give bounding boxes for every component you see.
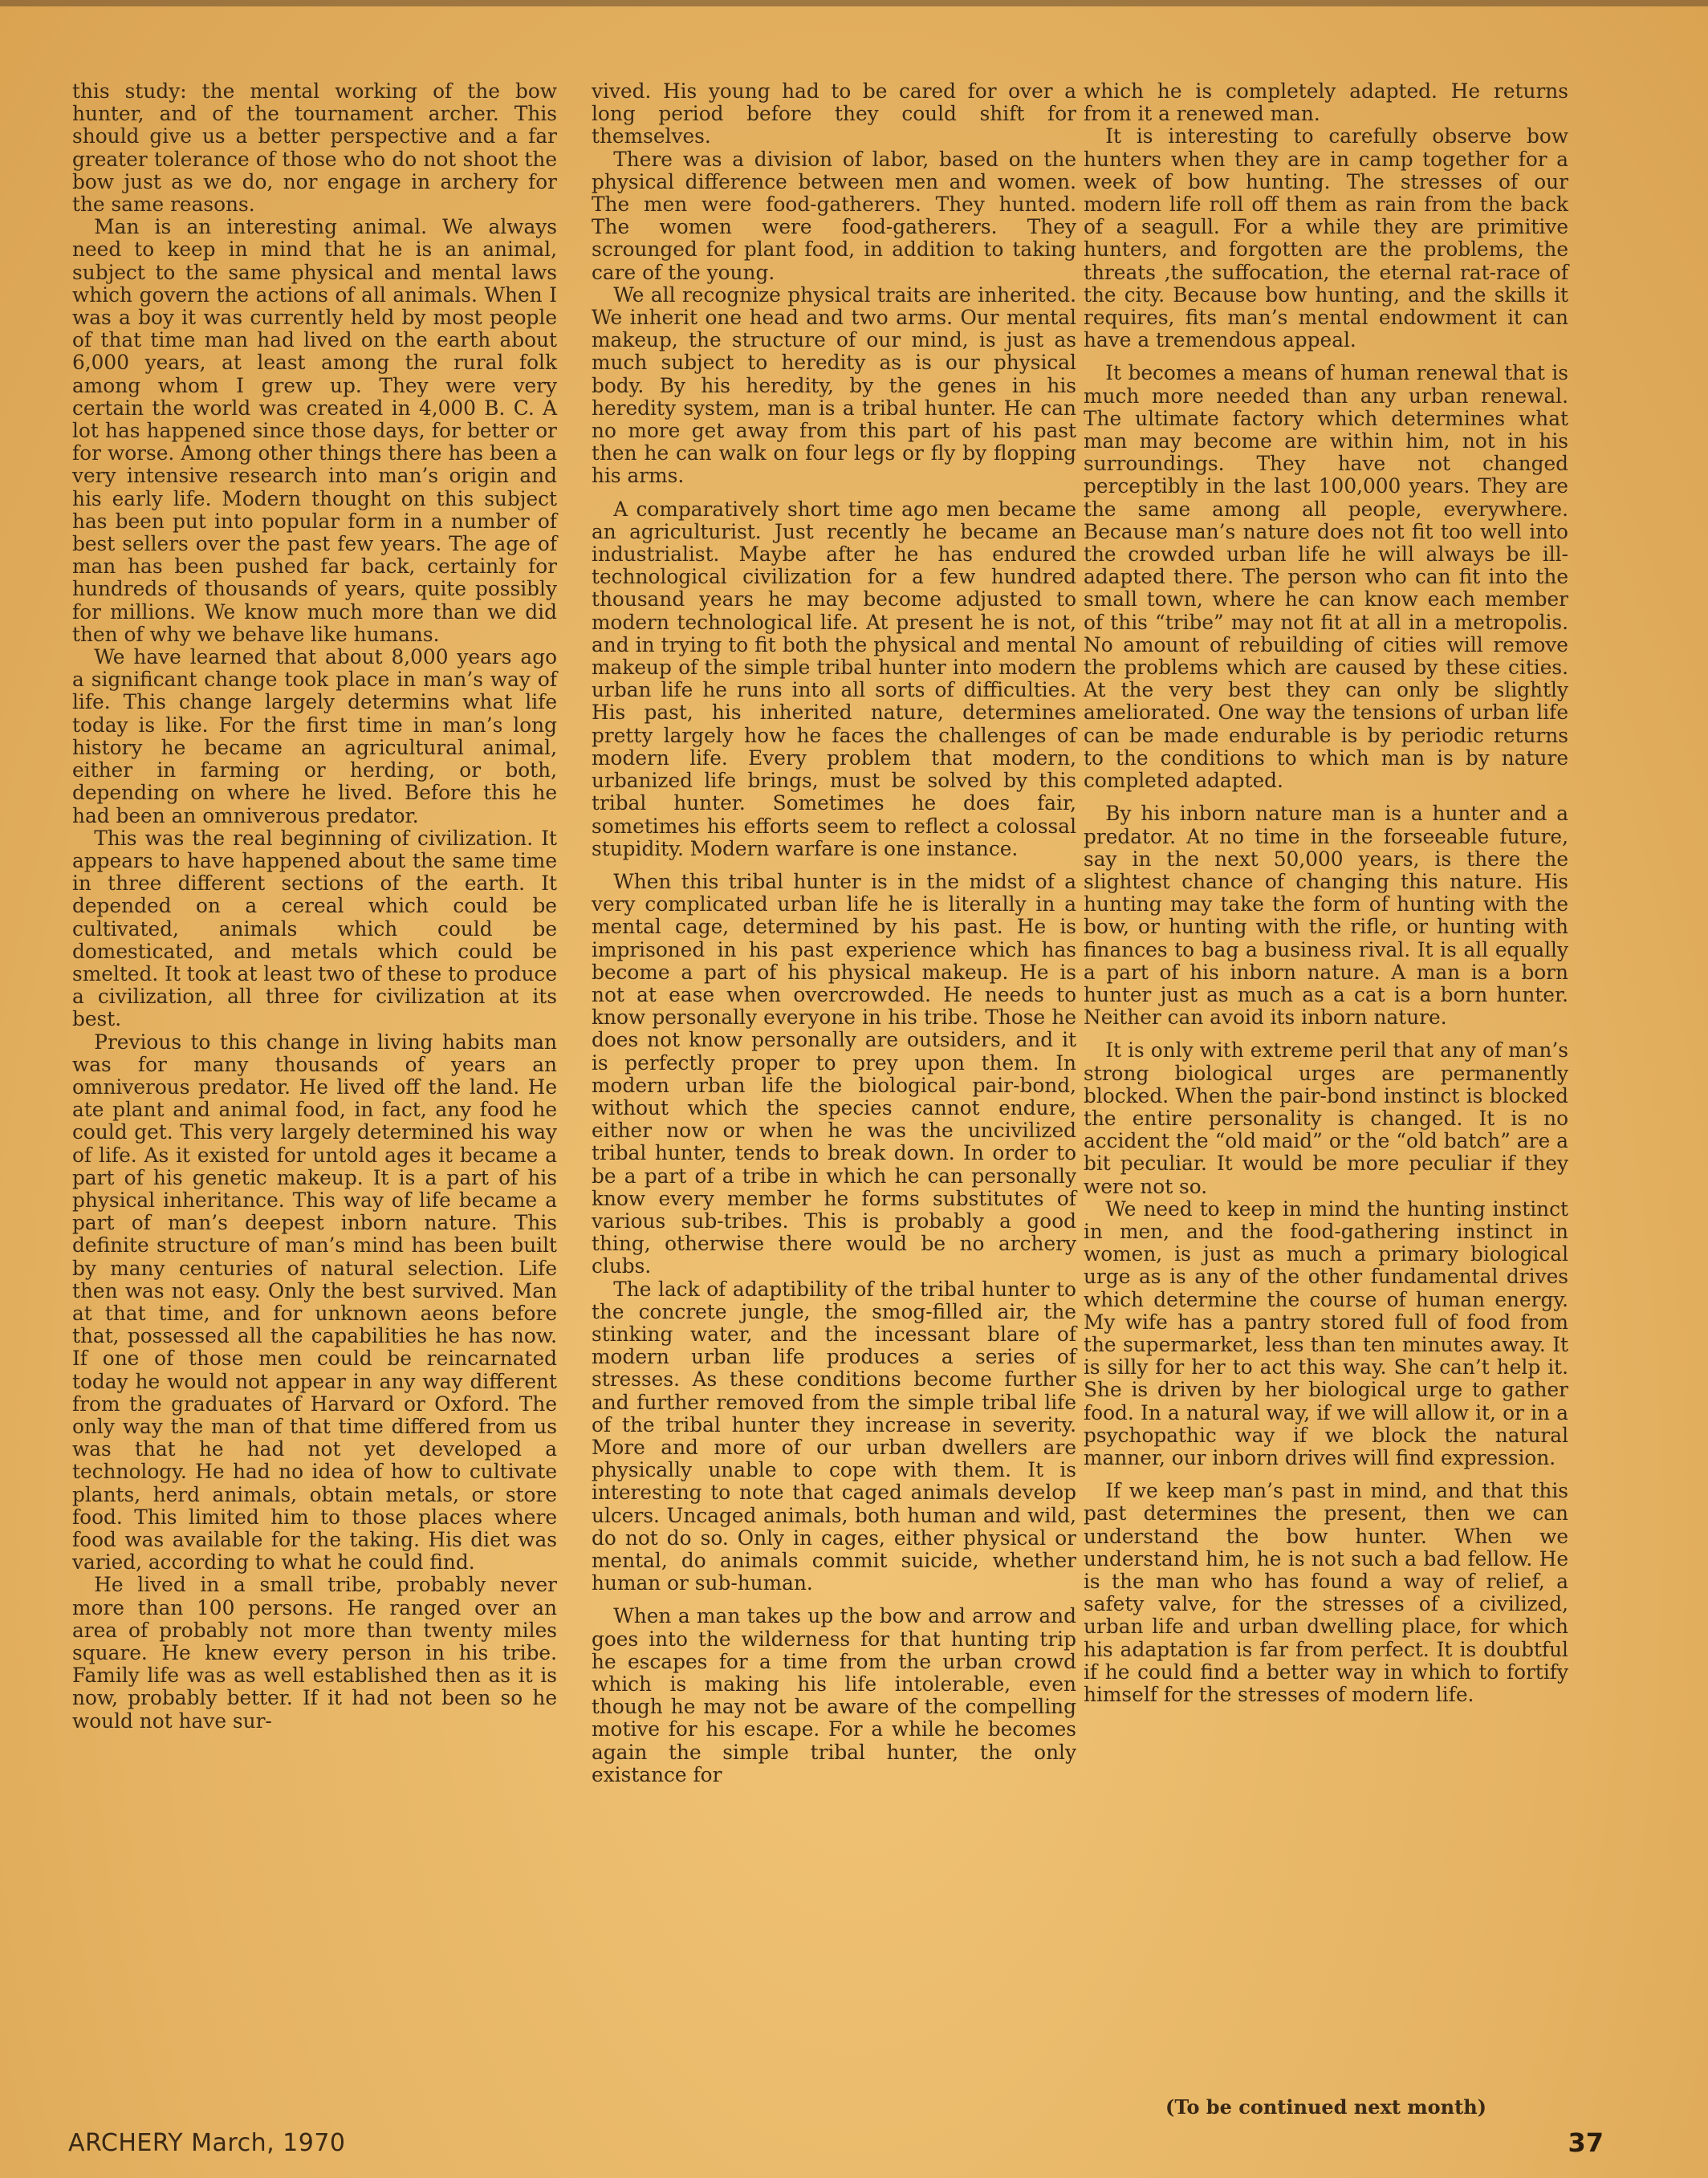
paragraph: A comparatively short time ago men became an agriculturist. Just recently he became an industrialist. Maybe after he has endured technological civilization for a few hundred thousand years he may become adjusted to modern technological life. At present he is not, and in trying to fit both the physical and mental makeup of the simple tribal hunter into modern urban life he runs into all sorts of difficulties. His past, his inherited nature, determines pretty largely how he faces the challenges of modern life. Every problem that modern, urbanized life brings, must be solved by this tribal hunter. Sometimes he does fair, sometimes his efforts seem to reflect a colossal stupidity. Modern warfare is one instance. <box>592 497 1076 860</box>
paragraph: The lack of adaptibility of the tribal hunter to the concrete jungle, the smog-filled air, the stinking water, and the incessant blare of modern urban life produces a series of stresses. As these conditions become further and further removed from the simple tribal life of the tribal hunter they increase in severity. More and more of our urban dwellers are physically unable to cope with them. It is interesting to note that caged animals develop ulcers. Uncaged animals, both human and wild, do not do so. Only in cages, either physical or mental, do animals commit suicide, whether human or sub-human. <box>592 1277 1076 1595</box>
paragraph: If we keep man’s past in mind, and that this past determines the present, then we can understand the bow hunter. When we understand him, he is not such a bad fellow. He is the man who has found a way of relief, a safety valve, for the stresses of a civilized, urban life and urban dwelling place, for which his adaptation is far from perfect. It is doubtful if he could find a better way in which to fortify himself for the stresses of modern life. <box>1084 1479 1568 1707</box>
magazine-name: ARCHERY <box>68 2129 184 2157</box>
paragraph: This was the real beginning of civilization. It appears to have happened about the same time in three different sections of the earth. It depended on a cereal which could be cultivated, animals which could be domesticated, and metals which could be smelted. It took at least two of these to produce a civilization, all three for civilization at its best. <box>72 826 557 1031</box>
paragraph: He lived in a small tribe, probably never more than 100 persons. He ranged over an area of probably not more than twenty miles square. He knew every person in his tribe. Family life was as well established then as it is now, probably better. If it had not been so he would not have sur- <box>72 1573 557 1733</box>
paragraph: Man is an interesting animal. We always need to keep in mind that he is an animal, subject to the same physical and mental laws which govern the actions of all animals. When I was a boy it was currently held by most people of that time man had lived on the earth about 6,000 years, at least among the rural folk among whom I grew up. They were very certain the world was created in 4,000 B. C. A lot has happened since those days, for better or for worse. Among other things there has been a very intensive research into man’s origin and his early life. Modern thought on this subject has been put into popular form in a number of best sellers over the past few years. The age of man has been pushed far back, certainly for hundreds of thousands of years, quite possibly for millions. We know much more than we did then of why we behave like humans. <box>72 215 557 646</box>
paragraph: this study: the mental working of the bow hunter, and of the tournament archer. This should give us a better perspective and a far greater tolerance of those who do not shoot the bow just as we do, nor engage in archery for the same reasons. <box>72 79 557 217</box>
paragraph: It is only with extreme peril that any of man’s strong biological urges are permanently blocked. When the pair-bond instinct is blocked the entire personality is changed. It is no accident the “old maid” or the “old batch” are a bit peculiar. It would be more peculiar if they were not so. <box>1084 1038 1568 1198</box>
continued-note: (To be continued next month) <box>1165 2095 1487 2119</box>
text-column-3 <box>1084 80 1568 1706</box>
paragraph: vived. His young had to be cared for over a long period before they could shift for themselves. <box>592 79 1076 148</box>
paragraph: It is interesting to carefully observe bow hunters when they are in camp together for a week of bow hunting. The stresses of our modern life roll off them as rain from the back of a seagull. For a while they are primitive hunters, and forgotten are the problems, the threats ,the suffocation, the eternal rat-race of the city. Because bow hunting, and the skills it requires, fits man’s mental endowment it can have a tremendous appeal. <box>1084 124 1568 352</box>
paragraph: When this tribal hunter is in the midst of a very complicated urban life he is literally in a mental cage, determined by his past. He is imprisoned in his past experience which has become a part of his physical makeup. He is not at ease when overcrowded. He needs to know personally everyone in his tribe. Those he does not know personally are outsiders, and it is perfectly proper to prey upon them. In modern urban life the biological pair-bond, without which the species cannot endure, either now or when he was the uncivilized tribal hunter, tends to break down. In order to be a part of a tribe in which he can personally know every member he forms substitutes of various sub-tribes. This is probably a good thing, otherwise there would be no archery clubs. <box>592 869 1076 1278</box>
page-number: 37 <box>1568 2127 1604 2158</box>
text-column-1 <box>72 80 557 1733</box>
page-top-edge <box>0 0 1708 6</box>
paragraph: By his inborn nature man is a hunter and a predator. At no time in the forseeable future, say in the next 50,000 years, is there the slightest chance of changing this nature. His hunting may take the form of hunting with the bow, or hunting with the rifle, or hunting with finances to bag a business rival. It is all equally a part of his inborn nature. A man is a born hunter just as much as a cat is a born hunter. Neither can avoid its inborn nature. <box>1084 802 1568 1030</box>
paragraph: It becomes a means of human renewal that is much more needed than any urban renewal. The ultimate factory which determines what man may become are within him, not in his surroundings. They have not changed perceptibly in the last 100,000 years. They are the same among all people, everywhere. Because man’s nature does not fit too well into the crowded urban life he will always be ill-adapted there. The person who can fit into the small town, where he can know each member of this “tribe” may not fit at all in a metropolis. No amount of rebuilding of cities will remove the problems which are caused by these cities. At the very best they can only be slightly ameliorated. One way the tensions of urban life can be made endurable is by periodic returns to the conditions to which man is by nature completed adapted. <box>1084 361 1568 793</box>
paragraph: Previous to this change in living habits man was for many thousands of years an omniverous predator. He lived off the land. He ate plant and animal food, in fact, any food he could get. This very largely determined his way of life. As it existed for untold ages it became a part of his genetic makeup. It is a part of his physical inheritance. This way of life became a part of man’s deepest inborn nature. This definite structure of man’s mind has been built by many centuries of natural selection. Life then was not easy. Only the best survived. Man at that time, and for unknown aeons before that, possessed all the capabilities he has now. If one of those men could be reincarnated today he would not appear in any way different from the graduates of Harvard or Oxford. The only way the man of that time differed from us was that he had not yet developed a technology. He had no idea of how to cultivate plants, herd animals, obtain metals, or store food. This limited him to those places where food was available for the taking. His diet was varied, according to what he could find. <box>72 1030 557 1575</box>
paragraph: We need to keep in mind the hunting instinct in men, and the food-gathering instinct in women, is just as much a primary biological urge as is any of the other fundamental drives which determine the course of human energy. My wife has a pantry stored full of food from the supermarket, less than ten minutes away. It is silly for her to act this way. She can’t help it. She is driven by her biological urge to gather food. In a natural way, if we will allow it, or in a psychopathic way if we block the natural manner, our inborn drives will find expression. <box>1084 1197 1568 1469</box>
text-column-2 <box>592 80 1076 1786</box>
paragraph: We all recognize physical traits are inherited. We inherit one head and two arms. Our mental makeup, the structure of our mind, is just as much subject to heredity as is our physical body. By his heredity, by the genes in his heredity system, man is a tribal hunter. He can no more get away from this part of his past then he can walk on four legs or fly by flopping his arms. <box>592 282 1076 488</box>
footer-masthead <box>68 2129 346 2157</box>
paragraph: There was a division of labor, based on the physical difference between men and women. The men were food-gatherers. They hunted. The women were food-gatherers. They scrounged for plant food, in addition to taking care of the young. <box>592 147 1076 284</box>
issue-date: March, 1970 <box>191 2129 346 2157</box>
paragraph: When a man takes up the bow and arrow and goes into the wilderness for that hunting trip he escapes for a time from the urban crowd which is making his life intolerable, even though he may not be aware of the compelling motive for his escape. For a while he becomes again the simple tribal hunter, the only existance for <box>592 1604 1076 1786</box>
paragraph: which he is completely adapted. He returns from it a renewed man. <box>1084 79 1568 126</box>
paragraph: We have learned that about 8,000 years ago a significant change took place in man’s way of life. This change largely determins what life today is like. For the first time in man’s long history he became an agricultural animal, either in farming or herding, or both, depending on where he lived. Before this he had been an omniverous predator. <box>72 645 557 827</box>
